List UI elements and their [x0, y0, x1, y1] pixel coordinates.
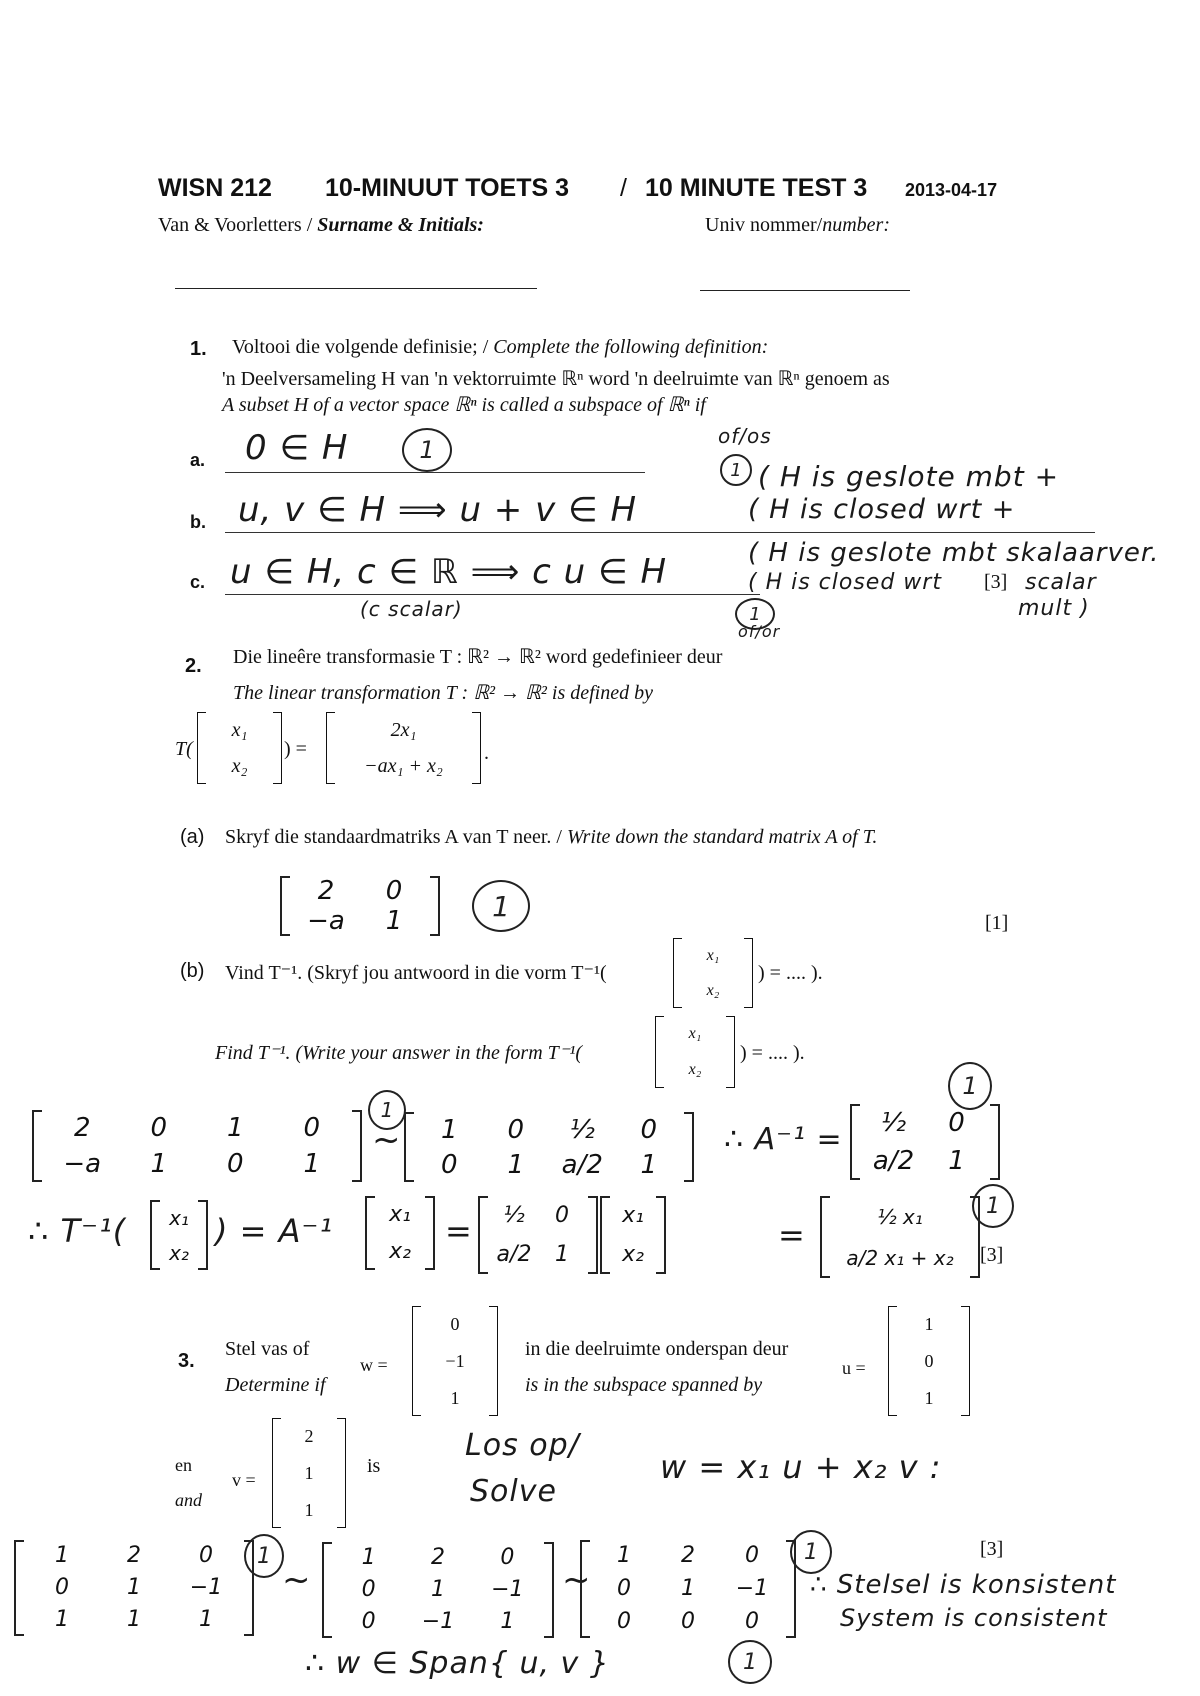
Ainv-22: 1 [948, 1146, 965, 1176]
q2b-prompt-en: Find T⁻¹. (Write your answer in the form T⁻¹( [215, 1042, 582, 1064]
q3-v-vector [272, 1418, 346, 1528]
q1-answer-line-a[interactable] [225, 472, 645, 473]
q3-augmented-2 [322, 1542, 554, 1638]
mark-circle-q3-1: 1 [244, 1534, 284, 1578]
q1-label-b: b. [190, 512, 206, 532]
q2b-label: (b) [180, 960, 205, 982]
q2-def-row2: −ax₁ + x₂ [364, 755, 443, 777]
q2b-en-x2: x₂ [688, 1061, 702, 1078]
q3-v-label: v = [232, 1470, 256, 1490]
q2-prompt-en: The linear transformation T : ℝ² → ℝ² is defined by [233, 682, 653, 704]
q2b-tilde-1: ~ [372, 1120, 402, 1160]
aug2-c1: 1 [440, 1114, 458, 1145]
q3-u3: 1 [924, 1387, 934, 1408]
q3aug2-9: 1 [500, 1609, 515, 1634]
q2b-en-x1: x₁ [688, 1025, 702, 1042]
q3-augmented-3 [580, 1540, 796, 1638]
q2b-result-vector [820, 1196, 980, 1278]
aug2-c5: 0 [440, 1149, 458, 1180]
q3aug2-8: −1 [421, 1609, 455, 1634]
q1-answer-c-note: (c scalar) [360, 597, 463, 621]
xv2-x1: x₁ [622, 1202, 644, 1228]
q1-answer-b: u, v ∈ H ⟹ u + v ∈ H [238, 490, 638, 530]
aug1-c2: 0 [150, 1113, 168, 1143]
q2a-a12: 0 [385, 876, 403, 906]
q3-and-en: and [175, 1490, 202, 1510]
q3-u-label: u = [842, 1358, 866, 1378]
q2b-Ainv-matrix-2 [478, 1196, 598, 1274]
test-title-en: 10 MINUTE TEST 3 [645, 174, 868, 202]
mark-circle-q2b-2: 1 [948, 1062, 992, 1110]
q2b-mark: [3] [980, 1244, 1004, 1266]
q3aug3-2: 2 [681, 1543, 695, 1569]
q2-def-output-vector [326, 712, 481, 784]
q2-def-close: ) = [284, 738, 307, 760]
Ainv-12: 0 [948, 1108, 965, 1138]
q3aug1-8: 1 [127, 1607, 141, 1632]
q2-prompt-af: Die lineêre transformasie T : ℝ² → ℝ² word gedefinieer deur [233, 646, 723, 668]
q1-prompt-af: Voltooi die volgende definisie; / [232, 336, 489, 358]
q3aug2-5: 1 [430, 1577, 445, 1602]
result-row1: ½ x₁ [877, 1204, 923, 1229]
q2a-mark: [1] [985, 912, 1009, 934]
title-separator: / [620, 174, 627, 202]
q3aug1-6: −1 [189, 1575, 223, 1600]
q3-solve-en: Solve [470, 1474, 557, 1509]
q1-note-b-en: ( H is closed wrt + [748, 494, 1016, 525]
lhs-x2: x₂ [169, 1240, 189, 1265]
q1-note-c-af: ( H is geslote mbt skalaarver. [748, 538, 1160, 568]
Ainv-11: ½ [880, 1108, 907, 1138]
q3-v3: 1 [304, 1499, 314, 1520]
q2a-a22: 1 [385, 906, 403, 936]
q3aug1-1: 1 [55, 1543, 69, 1568]
q3-conclusion-en: System is consistent [840, 1604, 1108, 1632]
aug1-c7: 0 [226, 1149, 244, 1179]
q1-answer-c: u ∈ H, c ∈ ℝ ⟹ c u ∈ H [230, 552, 668, 592]
q1-prompt [232, 336, 768, 359]
q3-tilde-1: ~ [282, 1560, 312, 1600]
q1-line-en: A subset H of a vector space ℝⁿ is called a subspace of ℝⁿ if [222, 394, 706, 416]
q2a-prompt [225, 826, 877, 849]
q2b-augmented-2 [404, 1112, 694, 1182]
q2b-eq-1: = [445, 1212, 473, 1250]
aug2-c3: ½ [569, 1114, 595, 1145]
mark-circle-q3-3: 1 [728, 1640, 772, 1684]
q3aug2-4: 0 [361, 1577, 376, 1602]
q2b-T-lhs: ∴ T⁻¹( [28, 1212, 127, 1250]
aug1-c3: 1 [226, 1113, 244, 1143]
course-code: WISN 212 [158, 174, 272, 202]
q2-def-input-vector [197, 712, 282, 784]
q2a-a21: −a [307, 906, 345, 936]
q3-u1: 1 [924, 1314, 934, 1335]
q1-line-af: 'n Deelversameling H van 'n vektorruimte ℝⁿ word 'n deelruimte van ℝⁿ genoem as [222, 368, 890, 390]
q1-prompt-en: Complete the following definition: [493, 336, 769, 358]
q3aug3-8: 0 [681, 1608, 695, 1634]
aug2-c6: 1 [507, 1149, 525, 1180]
aug2-c4: 0 [640, 1114, 658, 1145]
q1-answer-line-b[interactable] [225, 532, 1095, 533]
aug2-c2: 0 [507, 1114, 525, 1145]
q3-prompt-af: Stel vas of [225, 1338, 310, 1360]
test-title-af: 10-MINUUT TOETS 3 [325, 174, 570, 202]
q1-answer-a: 0 ∈ H [245, 428, 349, 468]
q3aug2-7: 0 [361, 1609, 376, 1634]
q2a-answer-matrix [280, 876, 440, 936]
aug1-c1: 2 [73, 1113, 91, 1143]
q3aug2-6: −1 [491, 1577, 524, 1602]
q2b-T-rhs: ) = A⁻¹ [215, 1212, 334, 1250]
q2-def-T: T( [175, 738, 193, 760]
q2a-a11: 2 [317, 876, 335, 906]
aug2-c7: a/2 [561, 1149, 603, 1180]
mark-circle-q1a: 1 [402, 428, 452, 472]
q1-note-b-af: ( H is geslote mbt + [758, 460, 1060, 493]
q2b-lhs-vector [150, 1200, 208, 1270]
mark-circle-q2a: 1 [472, 880, 530, 932]
q3-equation: w = x₁ u + x₂ v : [660, 1448, 942, 1486]
q1-mark: [3] [984, 571, 1008, 593]
q3-conclusion-af: ∴ Stelsel is konsistent [810, 1570, 1117, 1600]
q3-mark: [3] [980, 1538, 1004, 1560]
q3-is: is [367, 1455, 381, 1477]
q2b-x-vector-2 [600, 1196, 666, 1274]
q2b-af-x1: x₁ [706, 946, 720, 964]
number-label-af: Univ nommer/ [705, 214, 823, 236]
Ainv-21: a/2 [872, 1146, 915, 1176]
number-label-en: number: [822, 214, 890, 236]
q3-v2: 1 [304, 1462, 314, 1483]
xv2-x2: x₂ [622, 1241, 644, 1267]
q3aug3-3: 0 [745, 1543, 759, 1569]
q1-note-or-bottom: of/or [738, 622, 781, 641]
q3-number: 3. [178, 1350, 195, 1372]
q2b-prompt-en-end: ) = .... ). [740, 1042, 805, 1064]
q3aug2-3: 0 [500, 1545, 515, 1570]
q2b-prompt-af-end: ) = .... ). [758, 962, 823, 984]
surname-label-en: Surname & Initials: [317, 214, 484, 236]
q2-number: 2. [185, 655, 202, 677]
q2b-Ainv-label: ∴ A⁻¹ = [724, 1122, 843, 1157]
q2a-prompt-en: Write down the standard matrix A of T. [566, 826, 878, 848]
xv-x2: x₂ [389, 1238, 411, 1264]
q3-w3: 1 [450, 1387, 460, 1408]
q3-final: ∴ w ∈ Span{ u, v } [305, 1646, 610, 1681]
q3-mid-af: in die deelruimte onderspan deur [525, 1338, 789, 1360]
q3aug3-1: 1 [617, 1543, 631, 1569]
q3aug1-4: 0 [55, 1575, 69, 1600]
q3-mid-en: is in the subspace spanned by [525, 1374, 763, 1396]
Ainv2-11: ½ [503, 1202, 525, 1228]
mark-circle-q1c: 1 [735, 598, 775, 630]
q3aug1-2: 2 [127, 1543, 141, 1568]
q2-def-x1: x₁ [231, 719, 248, 741]
q3aug3-5: 1 [681, 1575, 695, 1601]
q3-and-af: en [175, 1455, 192, 1475]
q3aug1-3: 0 [199, 1543, 213, 1568]
q2a-label: (a) [180, 826, 205, 848]
result-row2: a/2 x₁ + x₂ [846, 1245, 954, 1270]
q3-w-vector [412, 1306, 498, 1416]
aug1-c5: −a [63, 1149, 102, 1179]
Ainv2-21: a/2 [496, 1241, 532, 1267]
q2b-augmented-1 [32, 1110, 362, 1182]
q3-u-vector [888, 1306, 970, 1416]
q1-label-c: c. [190, 572, 206, 592]
q2b-vector-af [673, 938, 753, 1008]
q2a-prompt-af: Skryf die standaardmatriks A van T neer. / [225, 826, 562, 848]
surname-line[interactable] [175, 288, 537, 289]
q3aug2-2: 2 [430, 1545, 445, 1570]
q2b-vector-en [655, 1016, 735, 1088]
q1-note-or-top: of/os [718, 424, 772, 448]
q3aug3-4: 0 [617, 1575, 631, 1601]
q3aug3-9: 0 [745, 1608, 759, 1634]
q3-prompt-en: Determine if [225, 1374, 326, 1396]
q3aug3-6: −1 [735, 1575, 769, 1601]
mark-circle-q1b: 1 [720, 454, 752, 486]
xv-x1: x₁ [389, 1201, 411, 1227]
aug1-c6: 1 [150, 1149, 168, 1179]
aug1-c4: 0 [303, 1113, 321, 1143]
mark-circle-q2b-3: 1 [972, 1184, 1014, 1228]
q3-tilde-2: ~ [562, 1560, 592, 1600]
mark-circle-q3-2: 1 [790, 1530, 832, 1574]
q3-w-label: w = [360, 1355, 388, 1375]
q3aug3-7: 0 [617, 1608, 631, 1634]
q1-note-c-end: scalar [1025, 570, 1097, 595]
number-line[interactable] [700, 290, 910, 291]
number-label [705, 214, 890, 237]
q1-number: 1. [190, 338, 207, 360]
q1-label-a: a. [190, 450, 206, 470]
q3-solve-af: Los op/ [465, 1428, 580, 1463]
surname-label [158, 214, 484, 237]
aug1-c8: 1 [303, 1149, 321, 1179]
q2b-af-x2: x₂ [706, 981, 720, 999]
q3aug1-7: 1 [55, 1607, 69, 1632]
q3-w2: −1 [445, 1350, 465, 1371]
q2-def-row1: 2x₁ [390, 719, 417, 741]
aug2-c8: 1 [640, 1149, 658, 1180]
surname-label-af: Van & Voorletters / [158, 214, 313, 236]
test-date: 2013-04-17 [905, 180, 998, 200]
q2b-Ainv-matrix [850, 1104, 1000, 1180]
q3aug2-1: 1 [361, 1545, 376, 1570]
Ainv2-12: 0 [555, 1202, 569, 1228]
q3-w1: 0 [450, 1314, 460, 1335]
q3-v1: 2 [304, 1426, 314, 1447]
q3-augmented-1 [14, 1540, 254, 1636]
q3aug1-5: 1 [127, 1575, 141, 1600]
q3-u2: 0 [924, 1350, 934, 1371]
q1-note-c-en: ( H is closed wrt [748, 570, 942, 595]
mark-circle-q2b-1: 1 [368, 1090, 406, 1130]
q2-def-x2: x₂ [231, 755, 248, 777]
q2b-x-vector [365, 1196, 435, 1270]
q3aug1-9: 1 [199, 1607, 213, 1632]
q2b-eq-2: = [778, 1216, 806, 1254]
q2b-prompt-af: Vind T⁻¹. (Skryf jou antwoord in die vorm T⁻¹( [225, 962, 607, 984]
q1-answer-line-c[interactable] [225, 594, 760, 595]
lhs-x1: x₁ [169, 1205, 189, 1230]
q1-note-c-end2: mult ) [1018, 596, 1090, 621]
Ainv2-22: 1 [555, 1241, 569, 1267]
q2-def-end: . [484, 742, 489, 764]
